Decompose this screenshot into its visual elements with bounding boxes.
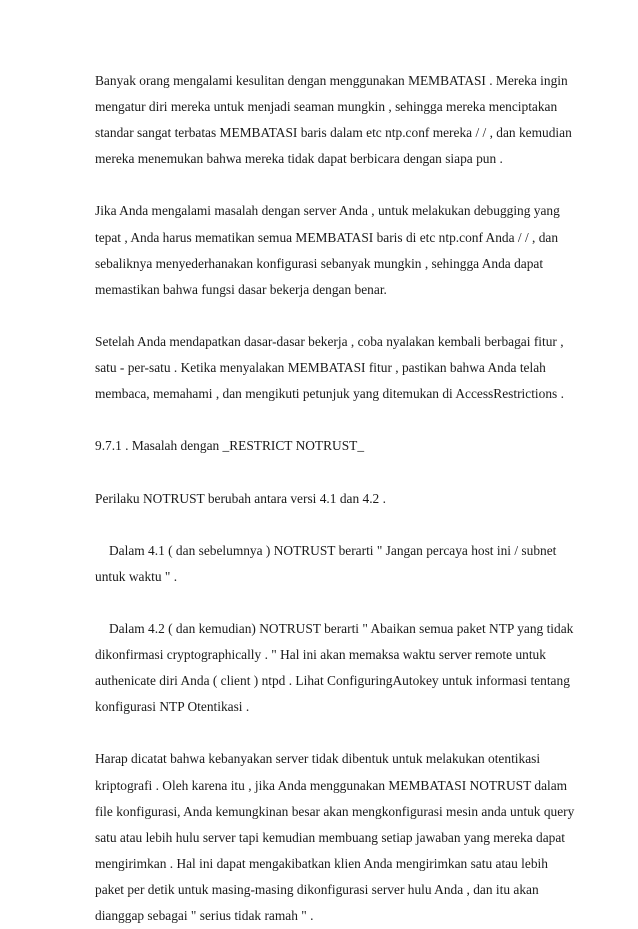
text-line: Harap dicatat bahwa kebanyakan server tidak dibentuk untuk melakukan otentikasi bbox=[95, 751, 541, 767]
document-body bbox=[95, 68, 575, 929]
paragraph-indented bbox=[95, 616, 575, 720]
text-line: Perilaku NOTRUST berubah antara versi 4.1 dan 4.2 . bbox=[95, 490, 386, 506]
text-line: membaca, memahami , dan mengikuti petunjuk yang ditemukan di AccessRestrictions . bbox=[95, 386, 564, 402]
paragraph bbox=[95, 198, 575, 302]
text-line: dikonfirmasi cryptographically . " Hal ini akan memaksa waktu server remote untuk bbox=[95, 647, 546, 663]
text-line: mereka menemukan bahwa mereka tidak dapat berbicara dengan siapa pun . bbox=[95, 151, 503, 167]
text-line: memastikan bahwa fungsi dasar bekerja dengan benar. bbox=[95, 281, 387, 297]
text-line: standar sangat terbatas MEMBATASI baris dalam etc ntp.conf mereka / / , dan kemudian bbox=[95, 125, 572, 141]
text-line: mengatur diri mereka untuk menjadi seaman mungkin , sehingga mereka menciptakan bbox=[95, 99, 558, 115]
paragraph-spacer bbox=[95, 590, 575, 616]
paragraph-indented bbox=[95, 538, 575, 590]
text-line: 9.7.1 . Masalah dengan _RESTRICT NOTRUST_ bbox=[95, 438, 365, 454]
text-line: mengirimkan . Hal ini dapat mengakibatkan klien Anda mengirimkan satu atau lebih bbox=[95, 855, 548, 871]
text-line: Dalam 4.2 ( dan kemudian) NOTRUST berarti " Abaikan semua paket NTP yang tidak bbox=[109, 620, 574, 636]
paragraph bbox=[95, 329, 575, 407]
text-line: satu atau lebih hulu server tapi kemudian membuang setiap jawaban yang mereka dapat bbox=[95, 829, 565, 845]
paragraph bbox=[95, 68, 575, 172]
text-line: satu - per-satu . Ketika menyalakan MEMBATASI fitur , pastikan bahwa Anda telah bbox=[95, 360, 546, 376]
paragraph-spacer bbox=[95, 459, 575, 485]
text-line: konfigurasi NTP Otentikasi . bbox=[95, 699, 250, 715]
text-line: untuk waktu " . bbox=[95, 568, 178, 584]
text-line: Jika Anda mengalami masalah dengan server Anda , untuk melakukan debugging yang bbox=[95, 203, 560, 219]
paragraph-spacer bbox=[95, 303, 575, 329]
text-line: file konfigurasi, Anda kemungkinan besar akan mengkonfigurasi mesin anda untuk query bbox=[95, 803, 575, 819]
paragraph-spacer bbox=[95, 512, 575, 538]
paragraph-spacer bbox=[95, 720, 575, 746]
text-line: authenicate diri Anda ( client ) ntpd . Lihat ConfiguringAutokey untuk informasi tentang bbox=[95, 673, 570, 689]
text-line: kriptografi . Oleh karena itu , jika Anda menggunakan MEMBATASI NOTRUST dalam bbox=[95, 777, 568, 793]
section-heading bbox=[95, 433, 575, 459]
text-line: Dalam 4.1 ( dan sebelumnya ) NOTRUST berarti " Jangan percaya host ini / subnet bbox=[109, 542, 557, 558]
paragraph bbox=[95, 486, 575, 512]
paragraph-spacer bbox=[95, 407, 575, 433]
text-line: Banyak orang mengalami kesulitan dengan menggunakan MEMBATASI . Mereka ingin bbox=[95, 73, 568, 88]
paragraph-spacer bbox=[95, 172, 575, 198]
text-line: sebaliknya menyederhanakan konfigurasi sebanyak mungkin , sehingga Anda dapat bbox=[95, 255, 544, 271]
text-line: Setelah Anda mendapatkan dasar-dasar bekerja , coba nyalakan kembali berbagai fitur , bbox=[95, 333, 564, 349]
text-line: paket per detik untuk masing-masing dikonfigurasi server hulu Anda , dan itu akan bbox=[95, 881, 539, 897]
text-line: dianggap sebagai " serius tidak ramah " . bbox=[95, 908, 314, 923]
text-line: tepat , Anda harus mematikan semua MEMBATASI baris di etc ntp.conf Anda / / , dan bbox=[95, 229, 559, 245]
